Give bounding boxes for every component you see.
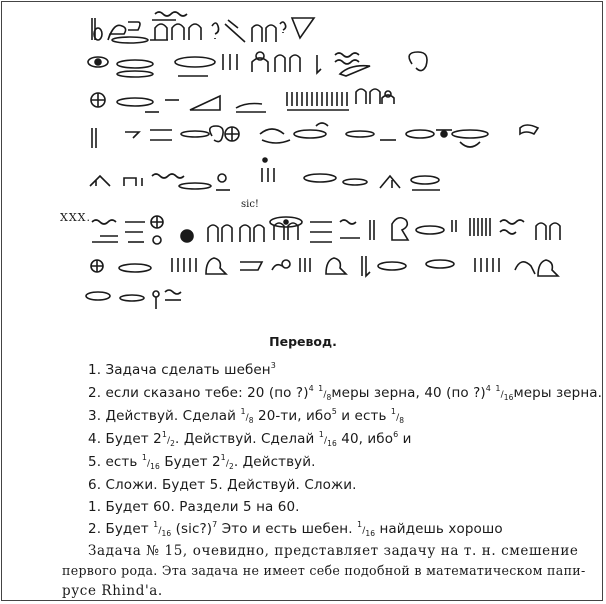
translation-line-1: 1. Задача сделать шебен$^3$	[88, 361, 276, 378]
hiero-row-7	[91, 256, 558, 276]
hiero-row-5	[90, 158, 440, 190]
translation-line-4: 4. Будет $2^1/_2$. Действуй. Сделай $^1/_{16}$ 40, ибо$^6$ и	[88, 430, 412, 448]
hiero-row-3	[91, 89, 394, 112]
translation-line-6: 6. Сложи. Будет 5. Действуй. Сложи.	[88, 477, 357, 493]
translation-heading: Перевод.	[269, 334, 337, 349]
hiero-row-6	[92, 216, 560, 244]
hiero-row-8	[86, 290, 181, 309]
section-marker: XXX.	[60, 211, 91, 224]
hiero-row-4	[92, 123, 538, 148]
commentary-line-2: первого рода. Эта задача не имеет себе подобной в математическом папи-	[62, 563, 586, 578]
commentary-line-1: Задача № 15, очевидно, представляет задачу на т. н. смешение	[88, 543, 579, 559]
sic-annotation: sic!	[241, 199, 259, 210]
translation-line-7: 1. Будет 60. Раздели 5 на 60.	[88, 499, 300, 515]
translation-line-8: 2. Будет $^1/_{16}$ (sic?)$^7$ Это и есть шебен. $^1/_{16}$ найдешь хорошо	[88, 520, 503, 538]
commentary-line-3: русе Rhind'a.	[62, 583, 163, 599]
translation-line-5: 5. есть $^1/_{16}$ Будет $2^1/_2$. Действуй.	[88, 453, 316, 471]
translation-line-3: 3. Действуй. Сделай $^1/_8$ 20-ти, ибо$^5$ и есть $^1/_8$	[88, 407, 405, 425]
hiero-row-2	[88, 52, 427, 77]
translation-line-2: 2. если сказано тебе: 20 (по ?)$^4$ $^1/_8меры$ зерна, 40 (по ?)$^4$ $^1/_{16}меры$ зерна.	[88, 384, 603, 402]
hiero-row-1	[92, 12, 314, 43]
